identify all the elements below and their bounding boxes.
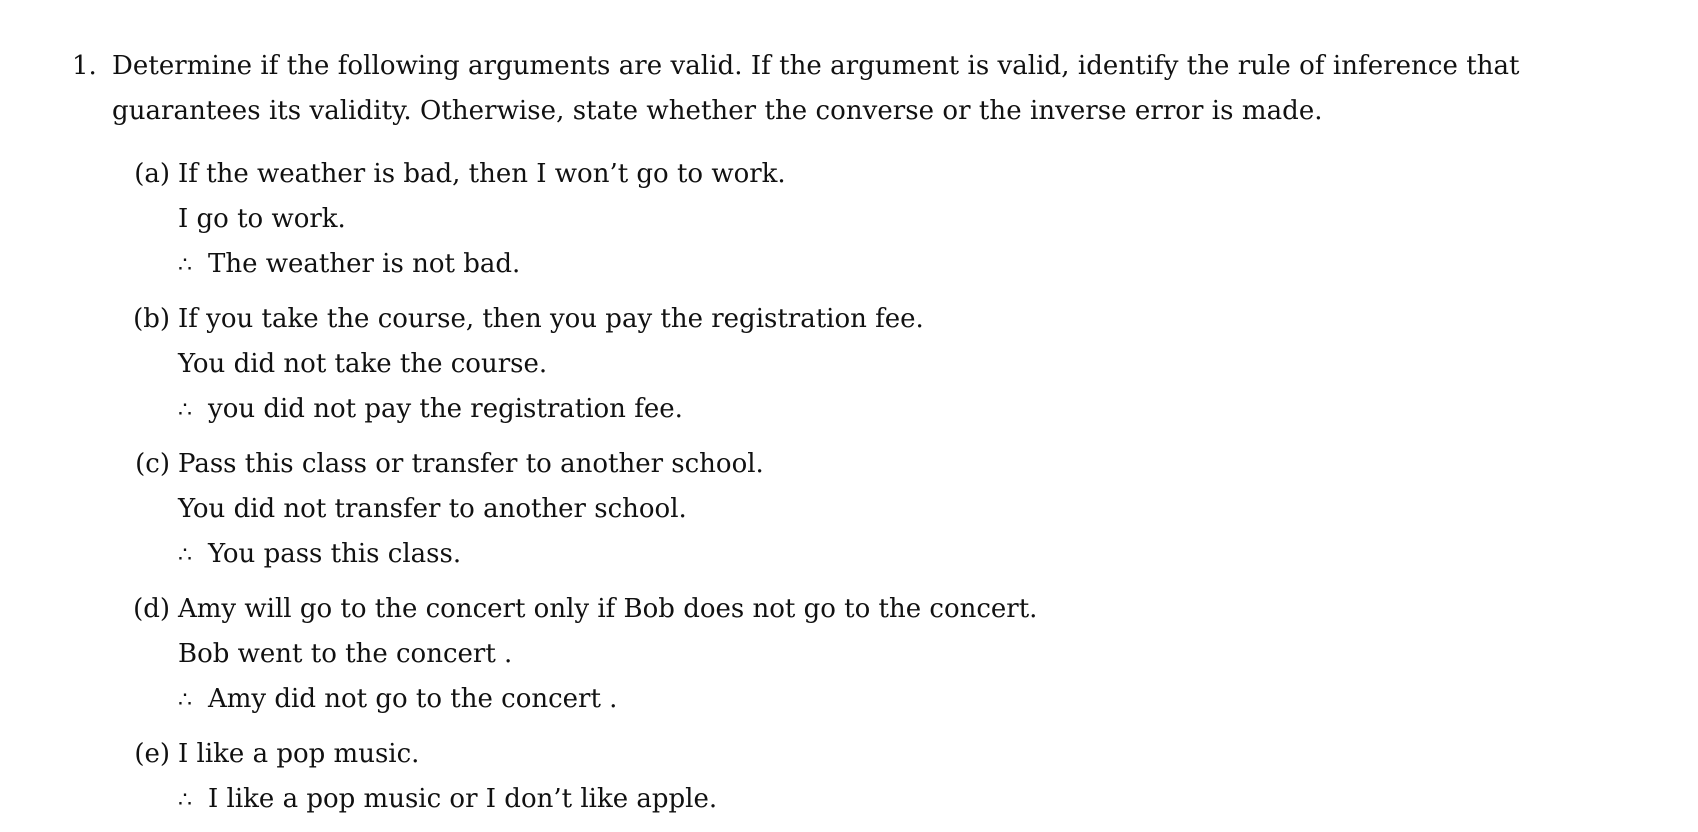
premise-1: If the weather is bad, then I won’t go to work. (178, 159, 786, 189)
argument-label: (b) (133, 304, 170, 334)
premise-2: Bob went to the concert . (178, 639, 513, 669)
premise-2: You did not take the course. (178, 349, 548, 379)
premise-1: Amy will go to the concert only if Bob does not go to the concert. (178, 594, 1038, 624)
therefore-symbol: ∴ (178, 253, 192, 278)
therefore-symbol: ∴ (178, 398, 192, 423)
conclusion: you did not pay the registration fee. (208, 394, 683, 424)
argument-c (118, 442, 1318, 578)
conclusion-line (178, 242, 1318, 288)
conclusion-line (178, 777, 1318, 823)
premise-1: Pass this class or transfer to another school. (178, 449, 764, 479)
conclusion-line (178, 677, 1318, 723)
argument-list (118, 152, 1318, 832)
premise-2: You did not transfer to another school. (178, 494, 687, 524)
argument-body (178, 442, 1318, 578)
argument-body (178, 152, 1318, 288)
premise-2: I go to work. (178, 204, 346, 234)
argument-label: (e) (134, 739, 170, 769)
problem-instructions: Determine if the following arguments are valid. If the argument is valid, identify the rule of inference that guarantees its validity. Otherwise, state whether the converse or the inverse error is made. (112, 51, 1520, 126)
conclusion: I like a pop music or I don’t like apple. (208, 784, 718, 814)
argument-body (178, 587, 1318, 723)
premise-1: If you take the course, then you pay the registration fee. (178, 304, 924, 334)
conclusion: Amy did not go to the concert . (208, 684, 618, 714)
therefore-symbol: ∴ (178, 788, 192, 813)
problem-row (72, 44, 1672, 134)
conclusion: The weather is not bad. (208, 249, 521, 279)
argument-b (118, 297, 1318, 433)
argument-label: (a) (134, 159, 170, 189)
argument-e (118, 732, 1318, 823)
premise-1: I like a pop music. (178, 739, 420, 769)
argument-label: (d) (133, 594, 170, 624)
problem-1 (72, 44, 1672, 134)
conclusion-line (178, 387, 1318, 433)
conclusion-line (178, 532, 1318, 578)
argument-label: (c) (135, 449, 170, 479)
argument-a (118, 152, 1318, 288)
therefore-symbol: ∴ (178, 688, 192, 713)
therefore-symbol: ∴ (178, 543, 192, 568)
argument-d (118, 587, 1318, 723)
argument-body (178, 297, 1318, 433)
problem-number: 1. (72, 51, 97, 81)
conclusion: You pass this class. (208, 539, 462, 569)
argument-body (178, 732, 1318, 823)
